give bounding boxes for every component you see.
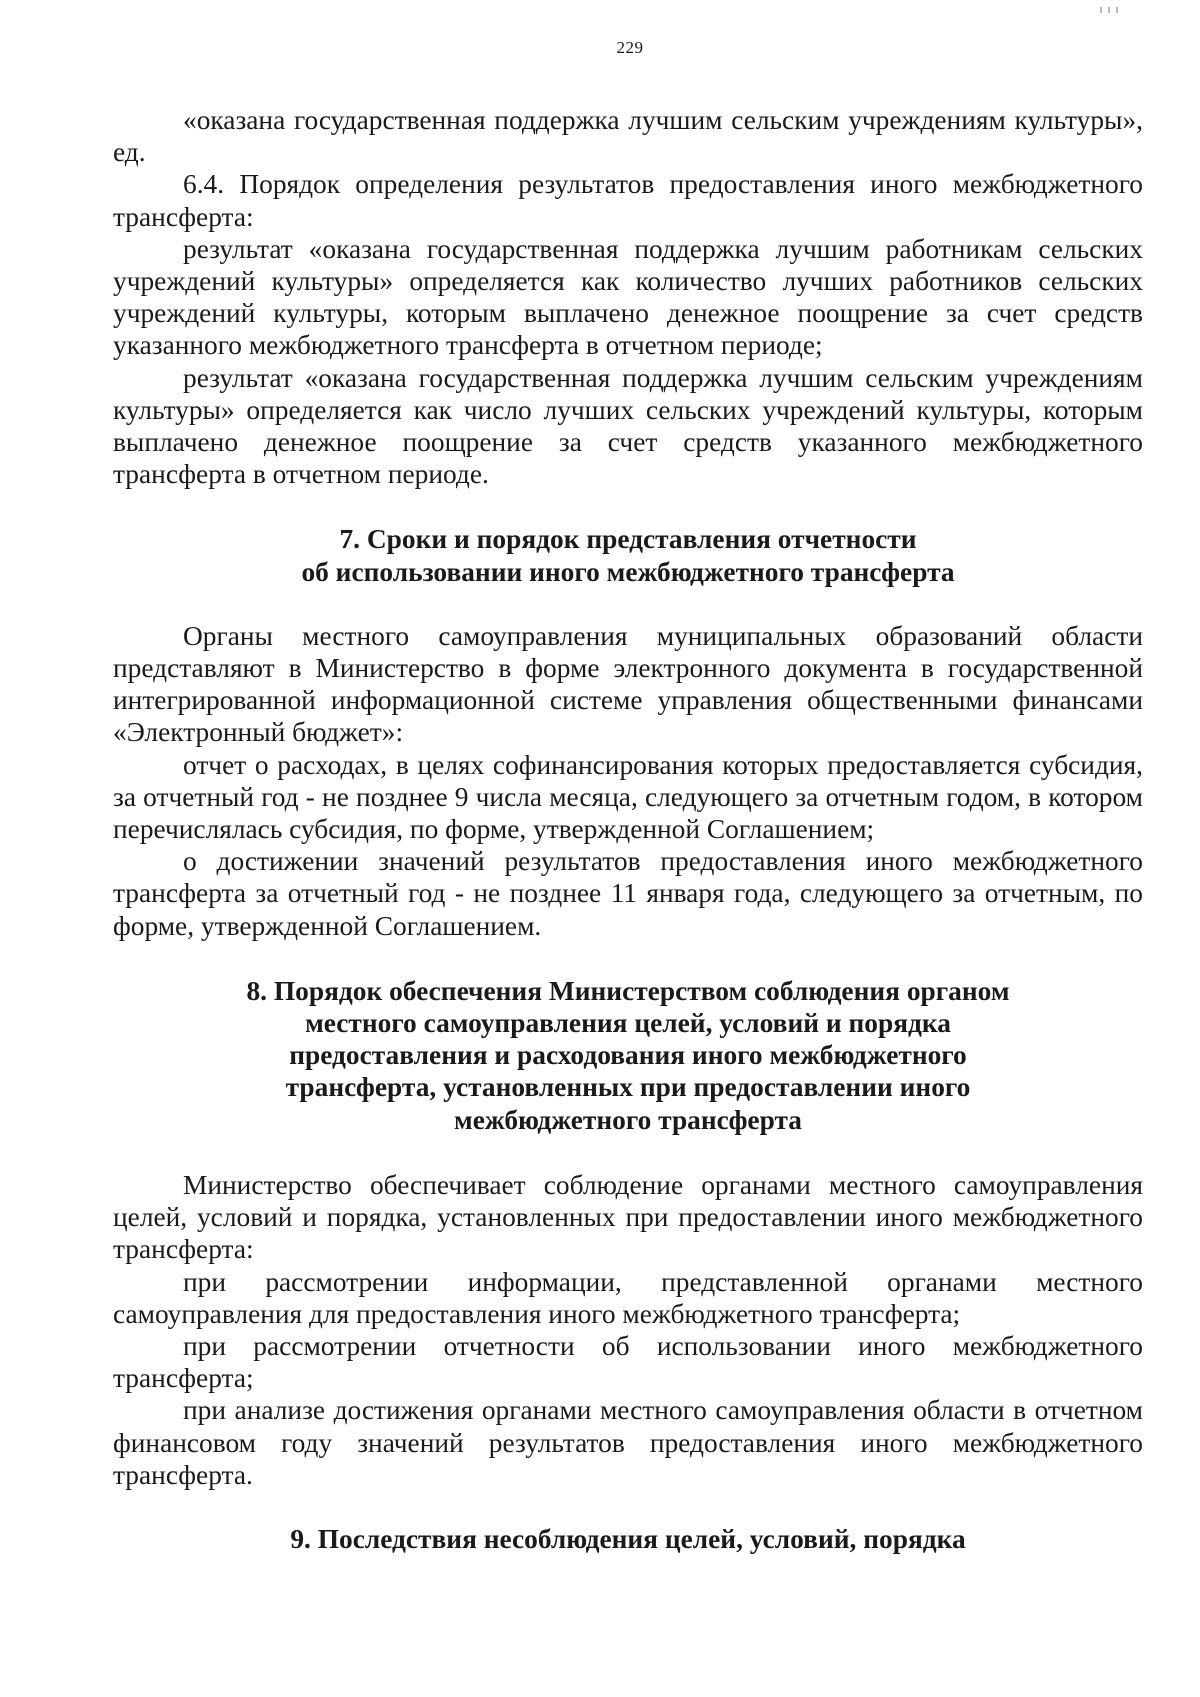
paragraph-intro-3: результат «оказана государственная поддержка лучшим работникам сельских учреждений культуры» определяется как количество лучших работников сельских учреждений культуры, которым выплачено денежное поощрение за счет средств указанного межбюджетного трансферта в отчетном периоде; xyxy=(113,233,1143,361)
paragraph-intro-2: 6.4. Порядок определения результатов предоставления иного межбюджетного трансферта: xyxy=(113,169,1143,232)
paragraph-intro-1: «оказана государственная поддержка лучшим сельским учреждениям культуры», ед. xyxy=(113,105,1143,168)
section-8-heading-line: межбюджетного трансферта xyxy=(454,1104,802,1135)
section-8-paragraph-1: Министерство обеспечивает соблюдение органами местного самоуправления целей, условий и порядка, установленных при предоставлении иного межбюджетного трансферта: xyxy=(113,1169,1143,1265)
section-8-paragraph-3: при рассмотрении отчетности об использовании иного межбюджетного трансферта; xyxy=(113,1330,1143,1394)
section-8-heading-line: трансферта, установленных при предоставлении иного xyxy=(285,1072,971,1103)
section-8-heading-line: предоставления и расходования иного межбюджетного xyxy=(289,1040,967,1071)
section-7-paragraph-3: о достижении значений результатов предоставления иного межбюджетного трансферта за отчетный год - не позднее 11 января года, следующего за отчетным, по форме, утвержденной Соглашением. xyxy=(113,846,1143,941)
section-9-heading-line: 9. Последствия несоблюдения целей, условий, порядка xyxy=(290,1523,966,1554)
page-number: 229 xyxy=(616,38,644,57)
section-8-paragraph-2: при рассмотрении информации, представленной органами местного самоуправления для предоставления иного межбюджетного трансферта; xyxy=(113,1266,1143,1329)
document-body xyxy=(113,104,1143,1555)
paragraph-intro-4: результат «оказана государственная поддержка лучшим сельским учреждениям культуры» определяется как число лучших сельских учреждений культуры, которым выплачено денежное поощрение за счет средств указанного межбюджетного трансферта в отчетном периоде. xyxy=(113,362,1143,490)
section-7-heading-line: 7. Сроки и порядок представления отчетности xyxy=(339,524,917,555)
section-7-heading xyxy=(113,523,1143,587)
section-8-heading-line: местного самоуправления целей, условий и порядка xyxy=(305,1008,951,1039)
section-8-heading xyxy=(113,975,1143,1136)
section-7-paragraph-1: Органы местного самоуправления муниципальных образований области представляют в Министерство в форме электронного документа в государственной интегрированной информационной системе управления общественными финансами «Электронный бюджет»: xyxy=(113,620,1143,748)
section-9-heading xyxy=(113,1523,1143,1555)
section-8-paragraph-4: при анализе достижения органами местного самоуправления области в отчетном финансовом году значений результатов предоставления иного межбюджетного трансферта. xyxy=(113,1395,1143,1490)
section-8-heading-line: 8. Порядок обеспечения Министерством соблюдения органом xyxy=(246,975,1010,1006)
section-7-heading-line: об использовании иного межбюджетного трансферта xyxy=(301,556,955,587)
scan-edge-marks xyxy=(1100,0,1180,6)
section-7-paragraph-2: отчет о расходах, в целях софинансирования которых предоставляется субсидия, за отчетный год - не позднее 9 числа месяца, следующего за отчетным годом, в котором перечислялась субсидия, по форме, утвержденной Соглашением; xyxy=(113,749,1143,845)
